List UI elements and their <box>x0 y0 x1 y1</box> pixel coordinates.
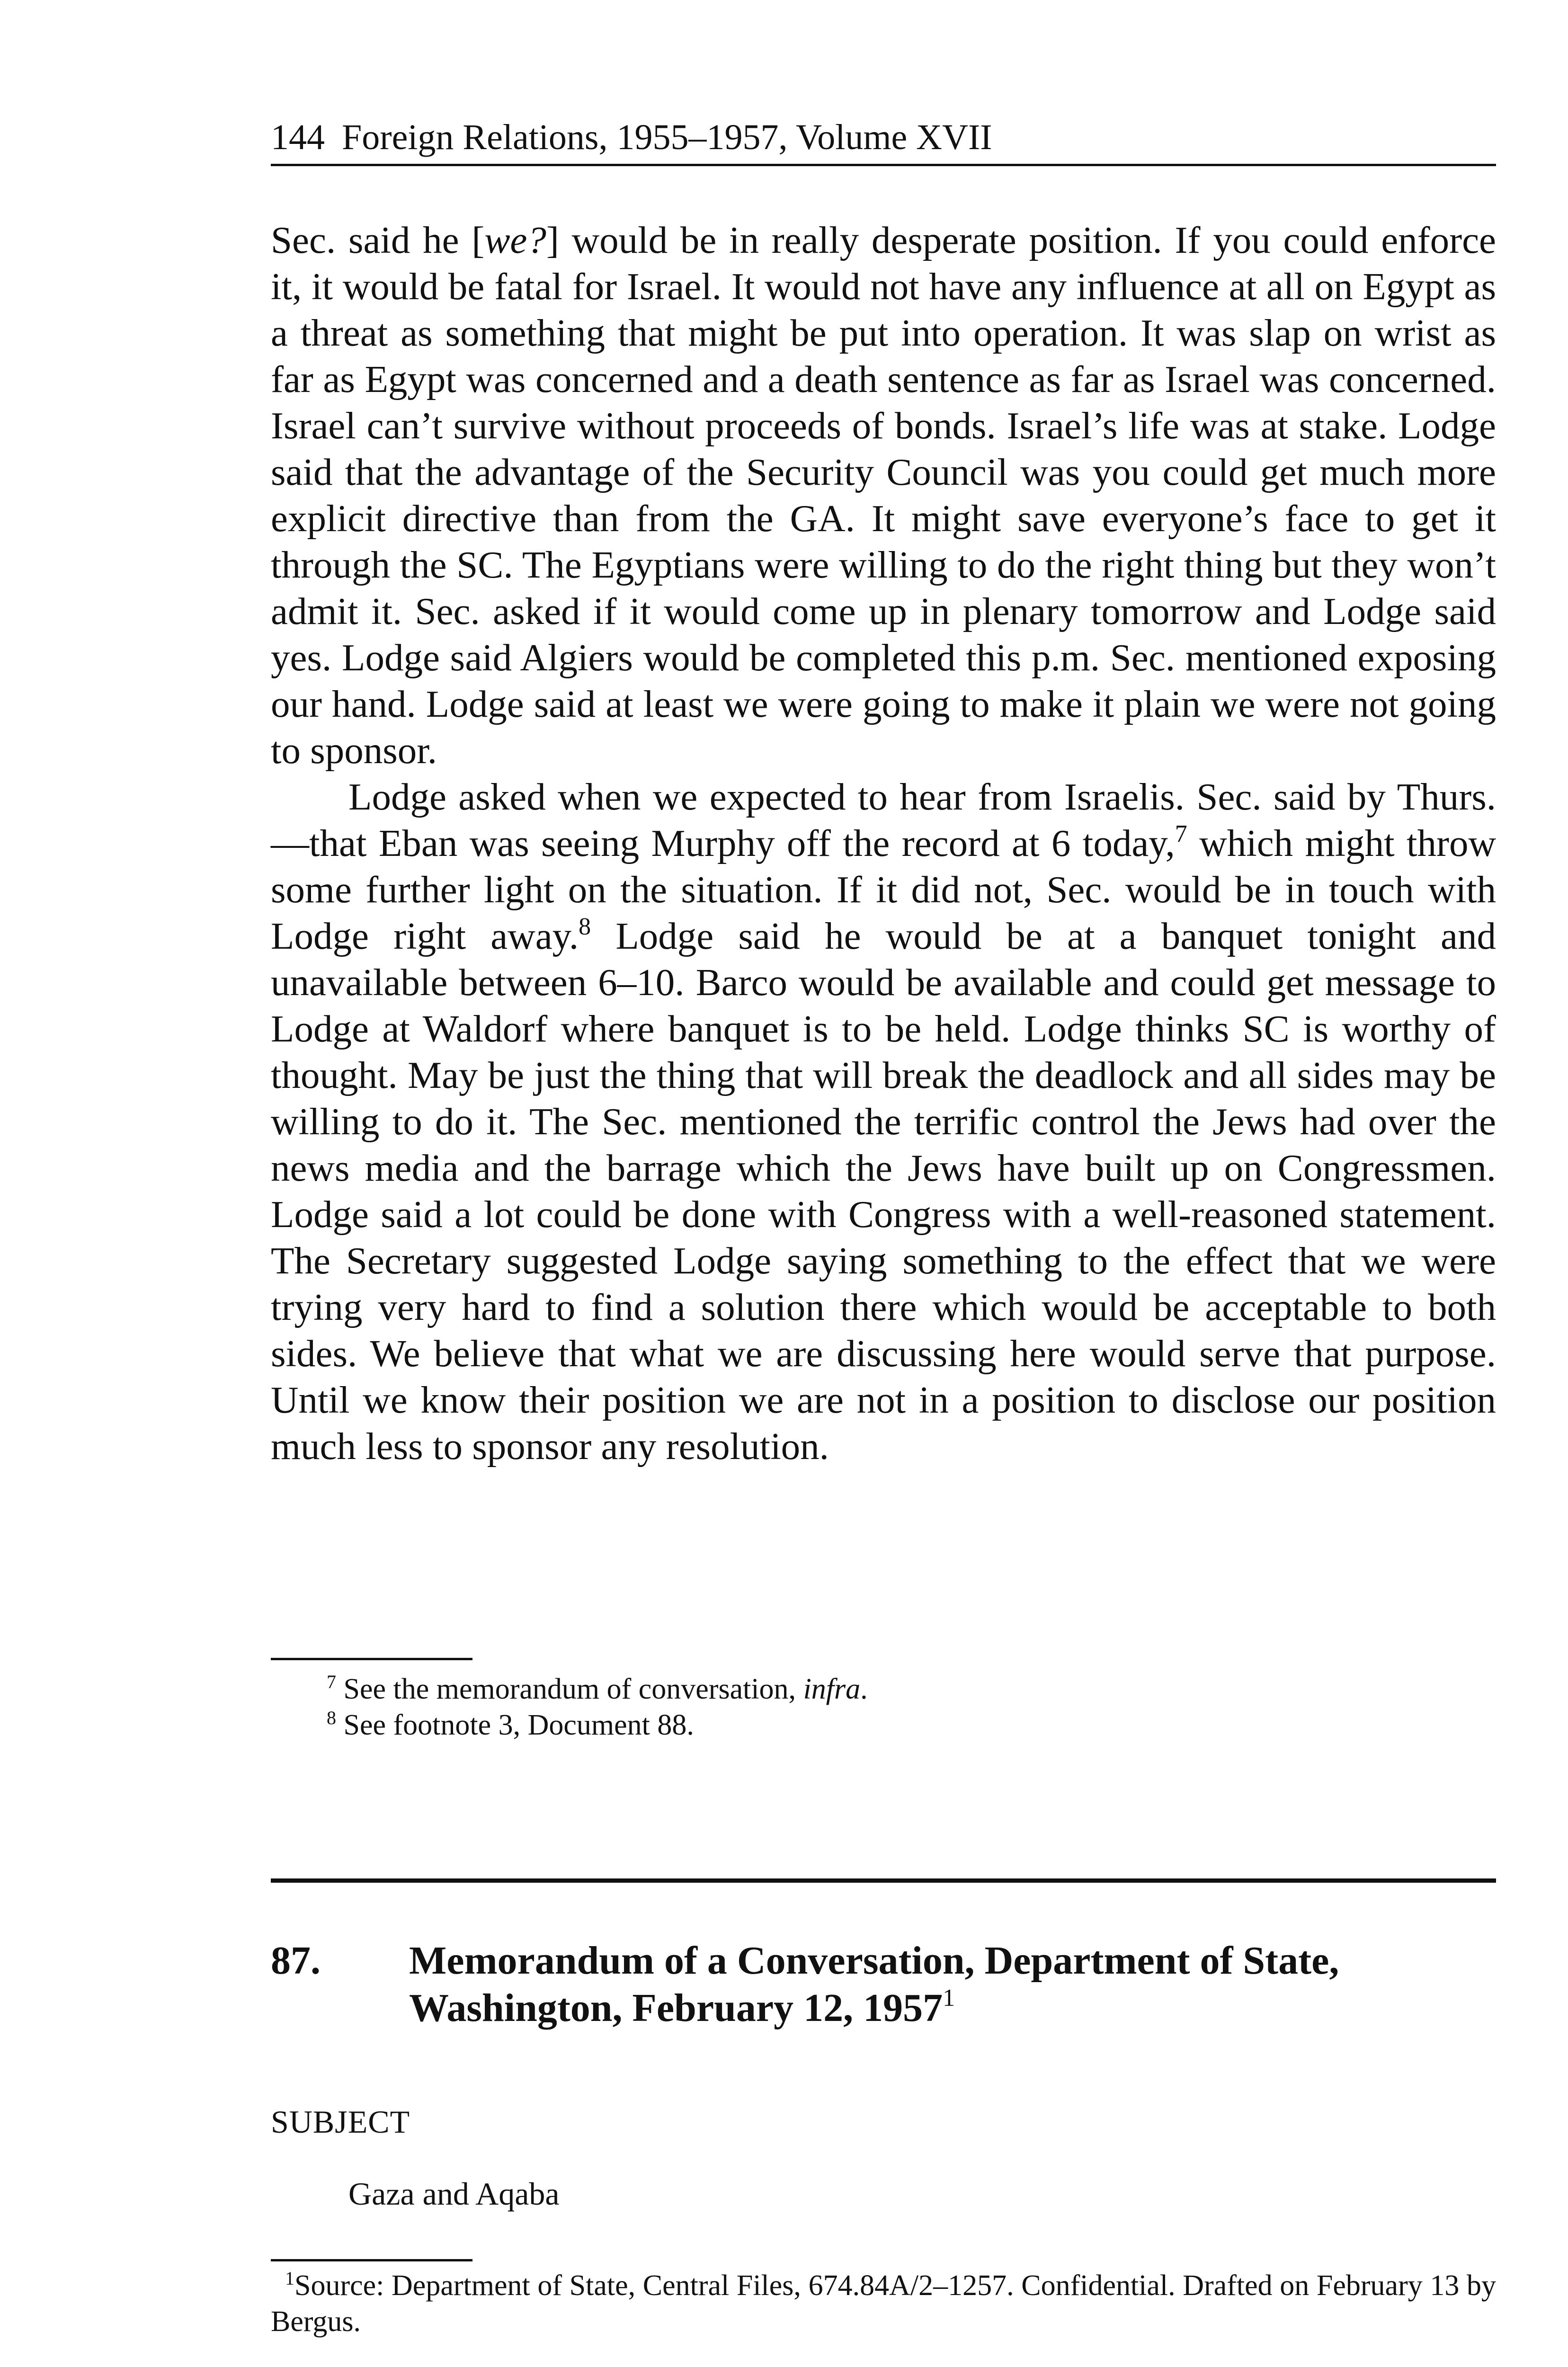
footnote-ref-8[interactable]: 8 <box>579 913 591 940</box>
running-head <box>271 115 1496 166</box>
footnote-rule <box>271 1658 472 1660</box>
document-heading <box>271 1937 1496 2032</box>
footnote-8 <box>327 1707 1463 1743</box>
source-note-number: 1 <box>285 2268 294 2289</box>
source-ref-1[interactable]: 1 <box>943 1984 955 2011</box>
body-text <box>271 217 1496 1469</box>
paragraph-2 <box>271 774 1496 1469</box>
document-title: Memorandum of a Conversation, Department of State, Washington, February 12, 1957 <box>409 1939 1339 2030</box>
p2-text-a: Lodge asked when we expected to hear from Israelis. Sec. said by Thurs.—that Eban was seeing Murphy off the record at 6 today, <box>271 775 1496 864</box>
footnote-7-tail: . <box>860 1673 868 1705</box>
footnote-7 <box>327 1671 1463 1707</box>
document-title-wrap <box>409 1937 1496 2032</box>
subject-label: SUBJECT <box>271 2104 410 2140</box>
footnote-7-italic: infra <box>803 1673 861 1705</box>
footnote-7-number: 7 <box>327 1671 336 1692</box>
p1-text-c: ] would be in really desperate position. If you could enforce it, it would be fatal for Israel. It would not have any influence at all on Egypt as a threat as something that might be put into operation. It was slap on wrist as far as Egypt was concerned and a death sentence as far as Israel was concerned. Israel can’t survive without proceeds of bonds. Israel’s life was at stake. Lodge said that the advantage of the Security Council was you could get much more explicit directive than from the GA. It might save everyone’s face to get it through the SC. The Egyptians were willing to do the right thing but they won’t admit it. Sec. asked if it would come up in plenary tomorrow and Lodge said yes. Lodge said Algiers would be completed this p.m. Sec. mentioned exposing our hand. Lodge said at least we were going to make it plain we were not going to sponsor. <box>271 219 1496 772</box>
subject-value: Gaza and Aqaba <box>348 2176 560 2212</box>
footnote-8-text: See footnote 3, Document 88. <box>336 1709 694 1741</box>
footnote-7-text: See the memorandum of conversation, <box>336 1673 803 1705</box>
section-divider <box>271 1878 1496 1883</box>
footnote-8-number: 8 <box>327 1707 336 1728</box>
source-note-text: Source: Department of State, Central Files, 674.84A/2–1257. Confidential. Drafted on February 13 by Bergus. <box>271 2269 1496 2338</box>
series-title: Foreign Relations, 1955–1957, Volume XVII <box>342 117 992 157</box>
p2-text-c: Lodge said he would be at a banquet tonight and unavailable between 6–10. Barco would be available and could get message to Lodge at Waldorf where banquet is to be held. Lodge thinks SC is worthy of thought. May be just the thing that will break the deadlock and all sides may be willing to do it. The Sec. mentioned the terrific control the Jews had over the news media and the barrage which the Jews have built up on Congressmen. Lodge said a lot could be done with Congress with a well-reasoned statement. The Secretary suggested Lodge saying something to the effect that we were trying very hard to find a solution there which would be acceptable to both sides. We believe that what we are discussing here would serve that purpose. Until we know their position we are not in a position to disclose our position much less to sponsor any resolution. <box>271 915 1496 1468</box>
source-note <box>271 2268 1496 2340</box>
document-number: 87. <box>271 1939 321 1983</box>
p2-text-b: which might throw some further light on the situation. If it did not, Sec. would be in touch with Lodge right away. <box>271 822 1496 957</box>
footnotes <box>327 1671 1463 1743</box>
page-number: 144 <box>271 117 325 157</box>
source-note-rule <box>271 2259 472 2261</box>
p1-italic-we: we? <box>484 219 546 261</box>
p1-text-a: Sec. said he [ <box>271 219 485 261</box>
paragraph-1 <box>271 217 1496 774</box>
footnote-ref-7[interactable]: 7 <box>1175 820 1187 847</box>
